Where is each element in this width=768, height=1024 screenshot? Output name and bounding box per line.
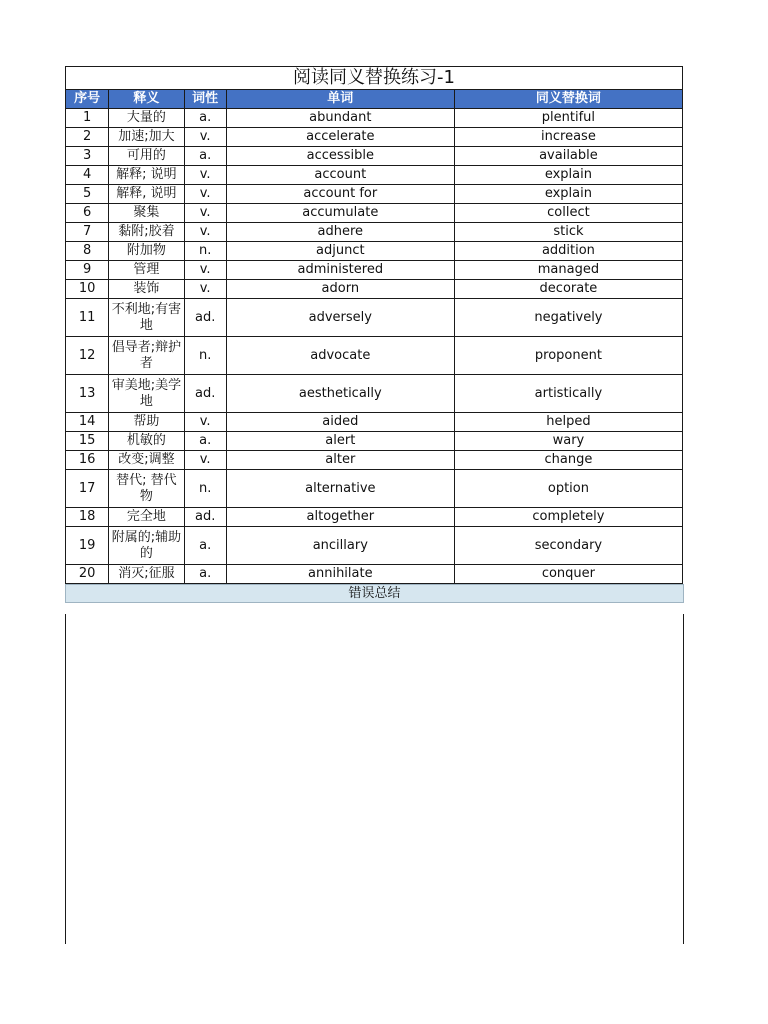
table-row[interactable]: [66, 204, 683, 223]
row-pos[interactable]: a.: [184, 565, 226, 584]
row-word[interactable]: adjunct: [226, 242, 454, 261]
row-synonym[interactable]: secondary: [454, 527, 682, 565]
table-row[interactable]: [66, 375, 683, 413]
row-number[interactable]: 20: [66, 565, 109, 584]
row-synonym[interactable]: plentiful: [454, 109, 682, 128]
row-number[interactable]: 9: [66, 261, 109, 280]
row-synonym[interactable]: explain: [454, 185, 682, 204]
table-row[interactable]: [66, 451, 683, 470]
table-row[interactable]: [66, 280, 683, 299]
row-word[interactable]: account for: [226, 185, 454, 204]
table-row[interactable]: [66, 242, 683, 261]
row-meaning[interactable]: 机敏的: [109, 432, 184, 451]
row-pos[interactable]: v.: [184, 128, 226, 147]
row-pos[interactable]: v.: [184, 166, 226, 185]
row-number[interactable]: 2: [66, 128, 109, 147]
row-synonym[interactable]: available: [454, 147, 682, 166]
row-number[interactable]: 13: [66, 375, 109, 413]
row-word[interactable]: adhere: [226, 223, 454, 242]
table-row[interactable]: [66, 470, 683, 508]
vocabulary-table: [65, 66, 683, 584]
row-meaning[interactable]: 大量的: [109, 109, 184, 128]
row-meaning[interactable]: 完全地: [109, 508, 184, 527]
row-meaning[interactable]: 管理: [109, 261, 184, 280]
table-row[interactable]: [66, 166, 683, 185]
table-row[interactable]: [66, 508, 683, 527]
row-word[interactable]: accelerate: [226, 128, 454, 147]
row-pos[interactable]: ad.: [184, 375, 226, 413]
table-row[interactable]: [66, 432, 683, 451]
row-meaning[interactable]: 解释, 说明: [109, 185, 184, 204]
row-pos[interactable]: a.: [184, 147, 226, 166]
table-row[interactable]: [66, 128, 683, 147]
row-meaning[interactable]: 黏附;胶着: [109, 223, 184, 242]
table-row[interactable]: [66, 413, 683, 432]
vocabulary-sheet: [65, 66, 683, 603]
row-synonym[interactable]: collect: [454, 204, 682, 223]
row-meaning[interactable]: 解释; 说明: [109, 166, 184, 185]
row-number[interactable]: 10: [66, 280, 109, 299]
row-meaning[interactable]: 审美地;美学地: [109, 375, 184, 413]
row-word[interactable]: alter: [226, 451, 454, 470]
row-pos[interactable]: n.: [184, 337, 226, 375]
title-row: [66, 67, 683, 90]
row-pos[interactable]: v.: [184, 204, 226, 223]
row-number[interactable]: 16: [66, 451, 109, 470]
summary-label: 错误总结: [66, 585, 684, 603]
row-word[interactable]: abundant: [226, 109, 454, 128]
row-pos[interactable]: v.: [184, 223, 226, 242]
row-word[interactable]: advocate: [226, 337, 454, 375]
sheet-title: 阅读同义替换练习-1: [66, 67, 683, 90]
row-number[interactable]: 6: [66, 204, 109, 223]
row-synonym[interactable]: artistically: [454, 375, 682, 413]
row-number[interactable]: 11: [66, 299, 109, 337]
row-synonym[interactable]: explain: [454, 166, 682, 185]
row-meaning[interactable]: 不利地;有害地: [109, 299, 184, 337]
table-row[interactable]: [66, 299, 683, 337]
row-word[interactable]: account: [226, 166, 454, 185]
summary-area[interactable]: [65, 614, 684, 944]
row-word[interactable]: adorn: [226, 280, 454, 299]
row-number[interactable]: 19: [66, 527, 109, 565]
row-meaning[interactable]: 装饰: [109, 280, 184, 299]
row-pos[interactable]: v.: [184, 451, 226, 470]
row-meaning[interactable]: 倡导者;辩护者: [109, 337, 184, 375]
row-word[interactable]: altogether: [226, 508, 454, 527]
summary-table: [65, 584, 684, 603]
row-word[interactable]: alternative: [226, 470, 454, 508]
header-no: 序号: [66, 90, 109, 109]
header-synonym: 同义替换词: [454, 90, 682, 109]
row-meaning[interactable]: 改变;调整: [109, 451, 184, 470]
row-pos[interactable]: n.: [184, 242, 226, 261]
row-meaning[interactable]: 帮助: [109, 413, 184, 432]
row-pos[interactable]: a.: [184, 432, 226, 451]
row-synonym[interactable]: managed: [454, 261, 682, 280]
row-synonym[interactable]: negatively: [454, 299, 682, 337]
row-word[interactable]: aesthetically: [226, 375, 454, 413]
row-pos[interactable]: v.: [184, 185, 226, 204]
summary-header-row: [66, 585, 684, 603]
table-row[interactable]: [66, 185, 683, 204]
row-number[interactable]: 12: [66, 337, 109, 375]
row-number[interactable]: 3: [66, 147, 109, 166]
row-number[interactable]: 15: [66, 432, 109, 451]
row-word[interactable]: accessible: [226, 147, 454, 166]
row-word[interactable]: accumulate: [226, 204, 454, 223]
row-meaning[interactable]: 替代; 替代物: [109, 470, 184, 508]
row-meaning[interactable]: 附属的;辅助的: [109, 527, 184, 565]
row-meaning[interactable]: 消灭;征服: [109, 565, 184, 584]
row-number[interactable]: 4: [66, 166, 109, 185]
header-word: 单词: [226, 90, 454, 109]
row-synonym[interactable]: decorate: [454, 280, 682, 299]
row-number[interactable]: 17: [66, 470, 109, 508]
row-number[interactable]: 5: [66, 185, 109, 204]
row-synonym[interactable]: increase: [454, 128, 682, 147]
row-pos[interactable]: ad.: [184, 299, 226, 337]
row-number[interactable]: 14: [66, 413, 109, 432]
row-pos[interactable]: n.: [184, 470, 226, 508]
row-pos[interactable]: v.: [184, 280, 226, 299]
table-row[interactable]: [66, 565, 683, 584]
row-word[interactable]: adversely: [226, 299, 454, 337]
row-word[interactable]: alert: [226, 432, 454, 451]
row-synonym[interactable]: stick: [454, 223, 682, 242]
table-row[interactable]: [66, 527, 683, 565]
row-pos[interactable]: v.: [184, 413, 226, 432]
row-synonym[interactable]: conquer: [454, 565, 682, 584]
row-synonym[interactable]: option: [454, 470, 682, 508]
row-number[interactable]: 1: [66, 109, 109, 128]
table-row[interactable]: [66, 223, 683, 242]
row-number[interactable]: 8: [66, 242, 109, 261]
table-row[interactable]: [66, 109, 683, 128]
row-word[interactable]: aided: [226, 413, 454, 432]
row-synonym[interactable]: change: [454, 451, 682, 470]
row-number[interactable]: 7: [66, 223, 109, 242]
row-word[interactable]: ancillary: [226, 527, 454, 565]
header-row: [66, 90, 683, 109]
row-word[interactable]: annihilate: [226, 565, 454, 584]
row-meaning[interactable]: 可用的: [109, 147, 184, 166]
table-row[interactable]: [66, 261, 683, 280]
row-pos[interactable]: a.: [184, 527, 226, 565]
row-synonym[interactable]: proponent: [454, 337, 682, 375]
row-meaning[interactable]: 附加物: [109, 242, 184, 261]
table-row[interactable]: [66, 147, 683, 166]
header-pos: 词性: [184, 90, 226, 109]
row-word[interactable]: administered: [226, 261, 454, 280]
row-number[interactable]: 18: [66, 508, 109, 527]
row-synonym[interactable]: completely: [454, 508, 682, 527]
row-pos[interactable]: a.: [184, 109, 226, 128]
row-synonym[interactable]: addition: [454, 242, 682, 261]
row-meaning[interactable]: 加速;加大: [109, 128, 184, 147]
row-synonym[interactable]: wary: [454, 432, 682, 451]
row-meaning[interactable]: 聚集: [109, 204, 184, 223]
row-pos[interactable]: ad.: [184, 508, 226, 527]
table-row[interactable]: [66, 337, 683, 375]
row-pos[interactable]: v.: [184, 261, 226, 280]
row-synonym[interactable]: helped: [454, 413, 682, 432]
header-meaning: 释义: [109, 90, 184, 109]
